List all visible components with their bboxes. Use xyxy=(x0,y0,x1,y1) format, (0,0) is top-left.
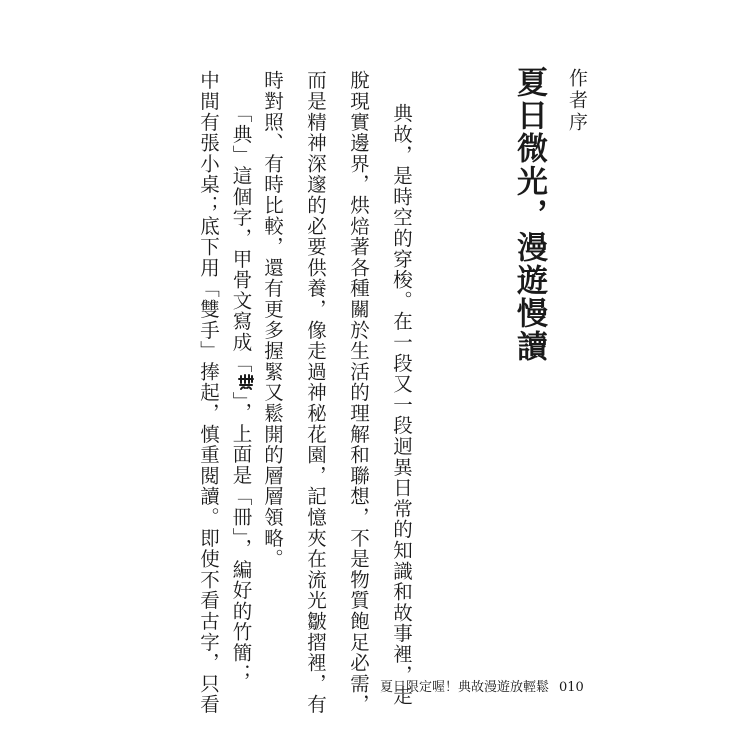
body-line-6: 中間有張小桌；底下用「雙手」捧起，慎重閱讀。即使不看古字，只看 xyxy=(197,70,220,715)
running-title: 夏日限定喔！典故漫遊放輕鬆 xyxy=(380,680,550,695)
preface-label: 作者序 xyxy=(566,68,588,134)
body-line-5-after: 」，上面是「冊」，編好的竹簡； xyxy=(229,391,253,684)
page-title: 夏日微光，漫遊慢讀 xyxy=(511,66,547,363)
body-line-4: 時對照、有時比較，還有更多握緊又鬆開的層層領略。 xyxy=(261,70,284,570)
body-line-3: 而是精神深邃的必要供養，像走過神秘花園，記憶夾在流光皺摺裡，有 xyxy=(304,70,327,715)
oracle-bone-dian-icon xyxy=(237,373,255,391)
body-line-2: 脫現實邊界，烘焙著各種關於生活的理解和聯想，不是物質飽足必需， xyxy=(347,70,370,715)
body-line-5 xyxy=(229,103,255,684)
body-line-1: 典故，是時空的穿梭。在一段又一段迥異日常的知識和故事裡，走 xyxy=(390,103,413,707)
running-footer xyxy=(380,676,584,695)
body-line-5-before: 「典」這個字，甲骨文寫成「 xyxy=(229,103,253,374)
page-number: 010 xyxy=(559,680,584,695)
